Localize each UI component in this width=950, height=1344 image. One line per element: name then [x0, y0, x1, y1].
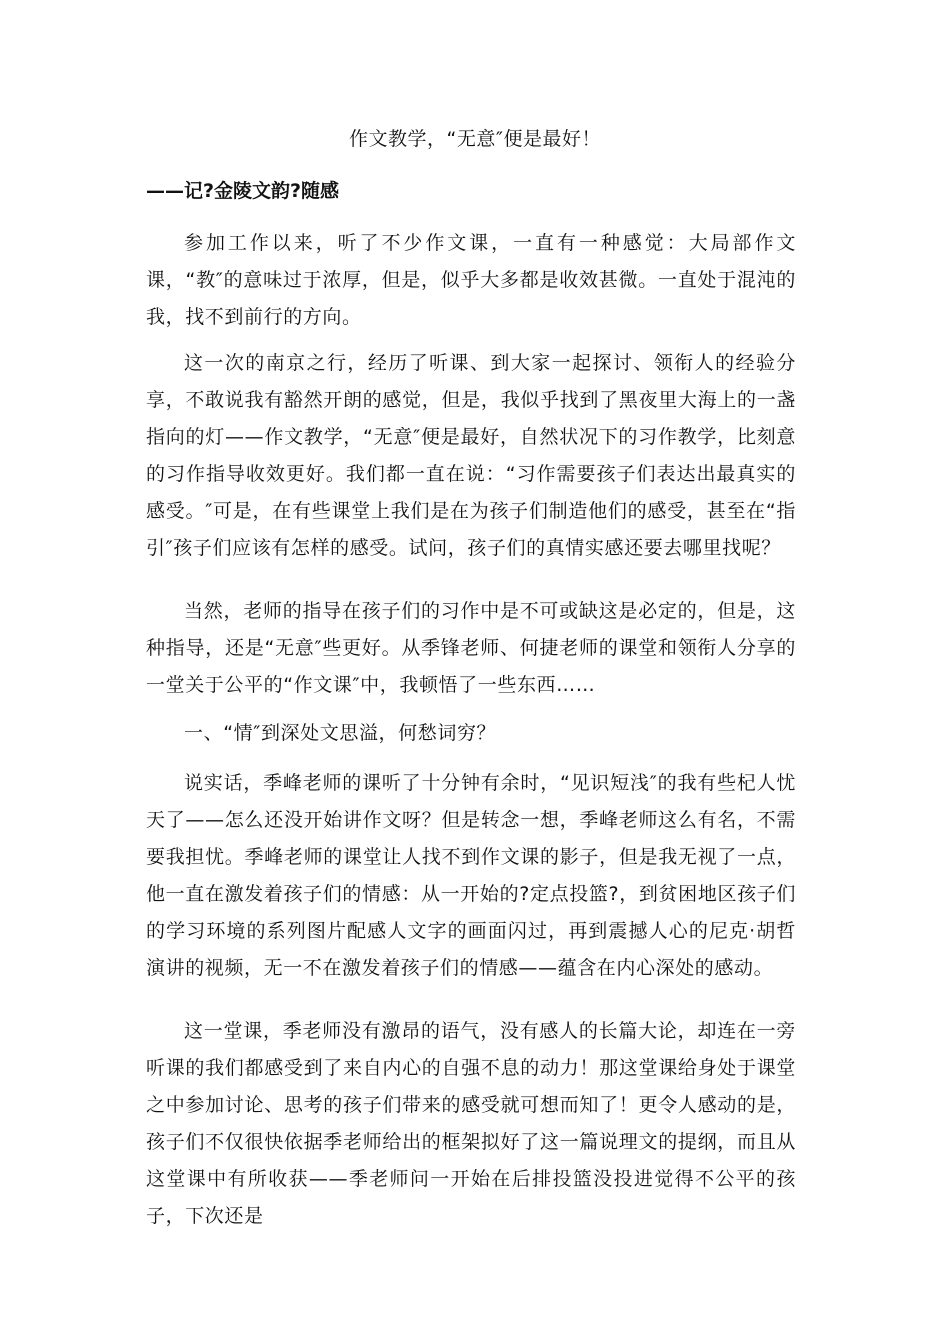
paragraph: 这一次的南京之行，经历了听课、到大家一起探讨、领衔人的经验分享，不敢说我有豁然开朗的感觉，但是，我似乎找到了黑夜里大海上的一盏指向的灯——作文教学，“无意″便是最好，自然状况下的习作教学，比刻意的习作指导收效更好。我们都一直在说：“习作需要孩子们表达出最真实的感受。″可是，在有些课堂上我们是在为孩子们制造他们的感受，甚至在“指引″孩子们应该有怎样的感受。试问，孩子们的真情实感还要去哪里找呢？: [146, 352, 796, 559]
section-heading: 一、“情″到深处文思溢，何愁词穷？: [184, 722, 497, 744]
paragraph: 这一堂课，季老师没有激昂的语气，没有感人的长篇大论，却连在一旁听课的我们都感受到了来自内心的自强不息的动力！那这堂课给身处于课堂之中参加讨论、思考的孩子们带来的感受就可想而知了！更令人感动的是，孩子们不仅很快依据季老师给出的框架拟好了这一篇说理文的提纲，而且从这堂课中有所收获——季老师问一开始在后排投篮没投进觉得不公平的孩子，下次还是: [146, 1020, 796, 1227]
paragraph: 说实话，季峰老师的课听了十分钟有余时，“见识短浅″的我有些杞人忧天了——怎么还没开始讲作文呀？但是转念一想，季峰老师这么有名，不需要我担忧。季峰老师的课堂让人找不到作文课的影子，但是我无视了一点，他一直在激发着孩子们的情感：从一开始的?定点投篮?，到贫困地区孩子们的学习环境的系列图片配感人文字的画面闪过，再到震撼人心的尼克·胡哲演讲的视频，无一不在激发着孩子们的情感——蕴含在内心深处的感动。: [146, 772, 796, 979]
document-subtitle: ——记?金陵文韵?随感: [146, 180, 340, 202]
paragraph: 当然，老师的指导在孩子们的习作中是不可或缺这是必定的，但是，这种指导，还是“无意″些更好。从季锋老师、何捷老师的课堂和领衔人分享的一堂关于公平的“作文课″中，我顿悟了一些东西……: [146, 600, 796, 696]
paragraph: 参加工作以来，听了不少作文课，一直有一种感觉：大局部作文课，“教″的意味过于浓厚，但是，似乎大多都是收效甚微。一直处于混沌的我，找不到前行的方向。: [146, 232, 796, 328]
document-title: 作文教学，“无意″便是最好！: [349, 128, 601, 150]
